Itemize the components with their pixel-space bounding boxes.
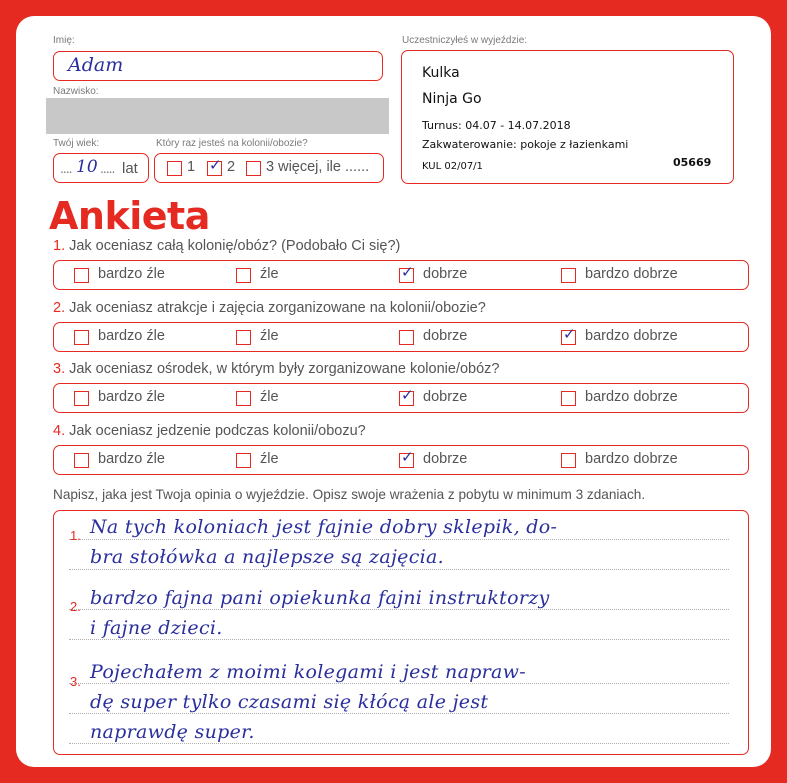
times-checkbox-3[interactable] — [246, 161, 261, 176]
question-2: 2. Jak oceniasz atrakcje i zajęcia zorganizowane na kolonii/obozie? — [53, 300, 486, 316]
entry-number: 3. — [70, 674, 81, 689]
surname-redaction — [46, 98, 389, 134]
q2-option-label: źle — [260, 328, 279, 344]
answer-row-4 — [53, 445, 749, 475]
q3-checkbox-bardzo-dobrze[interactable] — [561, 391, 576, 406]
name-label: Imię: — [53, 35, 75, 46]
times-option-1: 1 — [187, 159, 196, 175]
q4-checkbox-zle[interactable] — [236, 453, 251, 468]
entry-1-line-2: bra stołówka a najlepsze są zajęcia. — [90, 546, 445, 568]
age-unit: lat — [122, 160, 138, 177]
survey-title: Ankieta — [49, 194, 210, 238]
entry-1-line-1: Na tych koloniach jest fajnie dobry sklepik, do- — [90, 516, 558, 538]
participants-label: Uczestniczyłeś w wyjeździe: — [402, 35, 528, 46]
q1-option-label: bardzo dobrze — [585, 266, 678, 282]
q4-checkbox-bardzo-dobrze[interactable] — [561, 453, 576, 468]
times-label: Który raz jesteś na kolonii/obozie? — [156, 138, 308, 149]
q1-option-label: źle — [260, 266, 279, 282]
opinion-box[interactable] — [53, 510, 749, 755]
q4-option-label: źle — [260, 451, 279, 467]
name-value: Adam — [68, 54, 124, 76]
q3-checkbox-dobrze[interactable] — [399, 386, 414, 406]
q3-option-label: bardzo dobrze — [585, 389, 678, 405]
times-option-2: 2 — [227, 159, 236, 175]
answer-row-1 — [53, 260, 749, 290]
entry-number: 2. — [70, 599, 81, 614]
q3-option-label: źle — [260, 389, 279, 405]
check-mark-icon: ✓ — [401, 386, 414, 404]
trip-number: 05669 — [673, 156, 712, 169]
question-4: 4. Jak oceniasz jedzenie podczas kolonii/obozu? — [53, 423, 366, 439]
q2-checkbox-bardzo-zle[interactable] — [74, 330, 89, 345]
entry-2-line-1: bardzo fajna pani opiekunka fajni instruktorzy — [90, 587, 550, 609]
q4-option-label: bardzo dobrze — [585, 451, 678, 467]
q3-option-label: dobrze — [423, 389, 468, 405]
q3-checkbox-zle[interactable] — [236, 391, 251, 406]
q1-option-label: dobrze — [423, 266, 468, 282]
q4-option-label: dobrze — [423, 451, 468, 467]
q1-checkbox-bardzo-zle[interactable] — [74, 268, 89, 283]
trip-info-box — [401, 50, 734, 184]
q4-checkbox-dobrze[interactable] — [399, 448, 414, 468]
q2-checkbox-zle[interactable] — [236, 330, 251, 345]
q1-checkbox-bardzo-dobrze[interactable] — [561, 268, 576, 283]
q3-option-label: bardzo źle — [98, 389, 165, 405]
question-3: 3. Jak oceniasz ośrodek, w którym były zorganizowane kolonie/obóz? — [53, 361, 500, 377]
age-value: 10 — [76, 157, 98, 177]
entry-2-line-2: i fajne dzieci. — [90, 617, 223, 639]
q2-option-label: bardzo dobrze — [585, 328, 678, 344]
opinion-prompt: Napisz, jaka jest Twoja opinia o wyjeździe. Opisz swoje wrażenia z pobytu w minimum 3 zdaniach. — [53, 487, 646, 502]
times-field — [154, 153, 384, 183]
answer-row-3 — [53, 383, 749, 413]
trip-code: KUL 02/07/1 — [422, 161, 483, 172]
answer-row-2 — [53, 322, 749, 352]
check-mark-icon: ✓ — [563, 325, 576, 343]
times-checkbox-1[interactable] — [167, 161, 182, 176]
entry-number: 1. — [70, 528, 81, 543]
q2-option-label: dobrze — [423, 328, 468, 344]
name-field[interactable] — [53, 51, 383, 81]
trip-turnus: Turnus: 04.07 - 14.07.2018 — [422, 119, 571, 132]
age-label: Twój wiek: — [53, 138, 100, 149]
age-field[interactable]: .... 10 ..... lat — [53, 153, 149, 183]
entry-3-line-3: naprawdę super. — [90, 721, 255, 743]
q3-checkbox-bardzo-zle[interactable] — [74, 391, 89, 406]
check-mark-icon: ✓ — [401, 263, 414, 281]
entry-3-line-2: dę super tylko czasami się kłócą ale jest — [90, 691, 489, 713]
entry-3-line-1: Pojechałem z moimi kolegami i jest napraw- — [90, 661, 526, 683]
q4-option-label: bardzo źle — [98, 451, 165, 467]
q1-option-label: bardzo źle — [98, 266, 165, 282]
check-mark-icon: ✓ — [401, 448, 414, 466]
question-1: 1. Jak oceniasz całą kolonię/obóz? (Podobało Ci się?) — [53, 238, 401, 254]
times-checkbox-2[interactable] — [207, 156, 222, 176]
trip-line-2: Ninja Go — [422, 91, 482, 107]
times-option-3: 3 więcej, ile ...... — [266, 159, 370, 175]
surname-label: Nazwisko: — [53, 86, 99, 97]
q1-checkbox-zle[interactable] — [236, 268, 251, 283]
q4-checkbox-bardzo-zle[interactable] — [74, 453, 89, 468]
trip-accommodation: Zakwaterowanie: pokoje z łazienkami — [422, 138, 629, 151]
trip-line-1: Kulka — [422, 65, 460, 81]
check-mark-icon: ✓ — [209, 156, 222, 174]
q2-checkbox-bardzo-dobrze[interactable] — [561, 325, 576, 345]
q1-checkbox-dobrze[interactable] — [399, 263, 414, 283]
q2-option-label: bardzo źle — [98, 328, 165, 344]
q2-checkbox-dobrze[interactable] — [399, 330, 414, 345]
survey-sheet — [16, 16, 771, 767]
